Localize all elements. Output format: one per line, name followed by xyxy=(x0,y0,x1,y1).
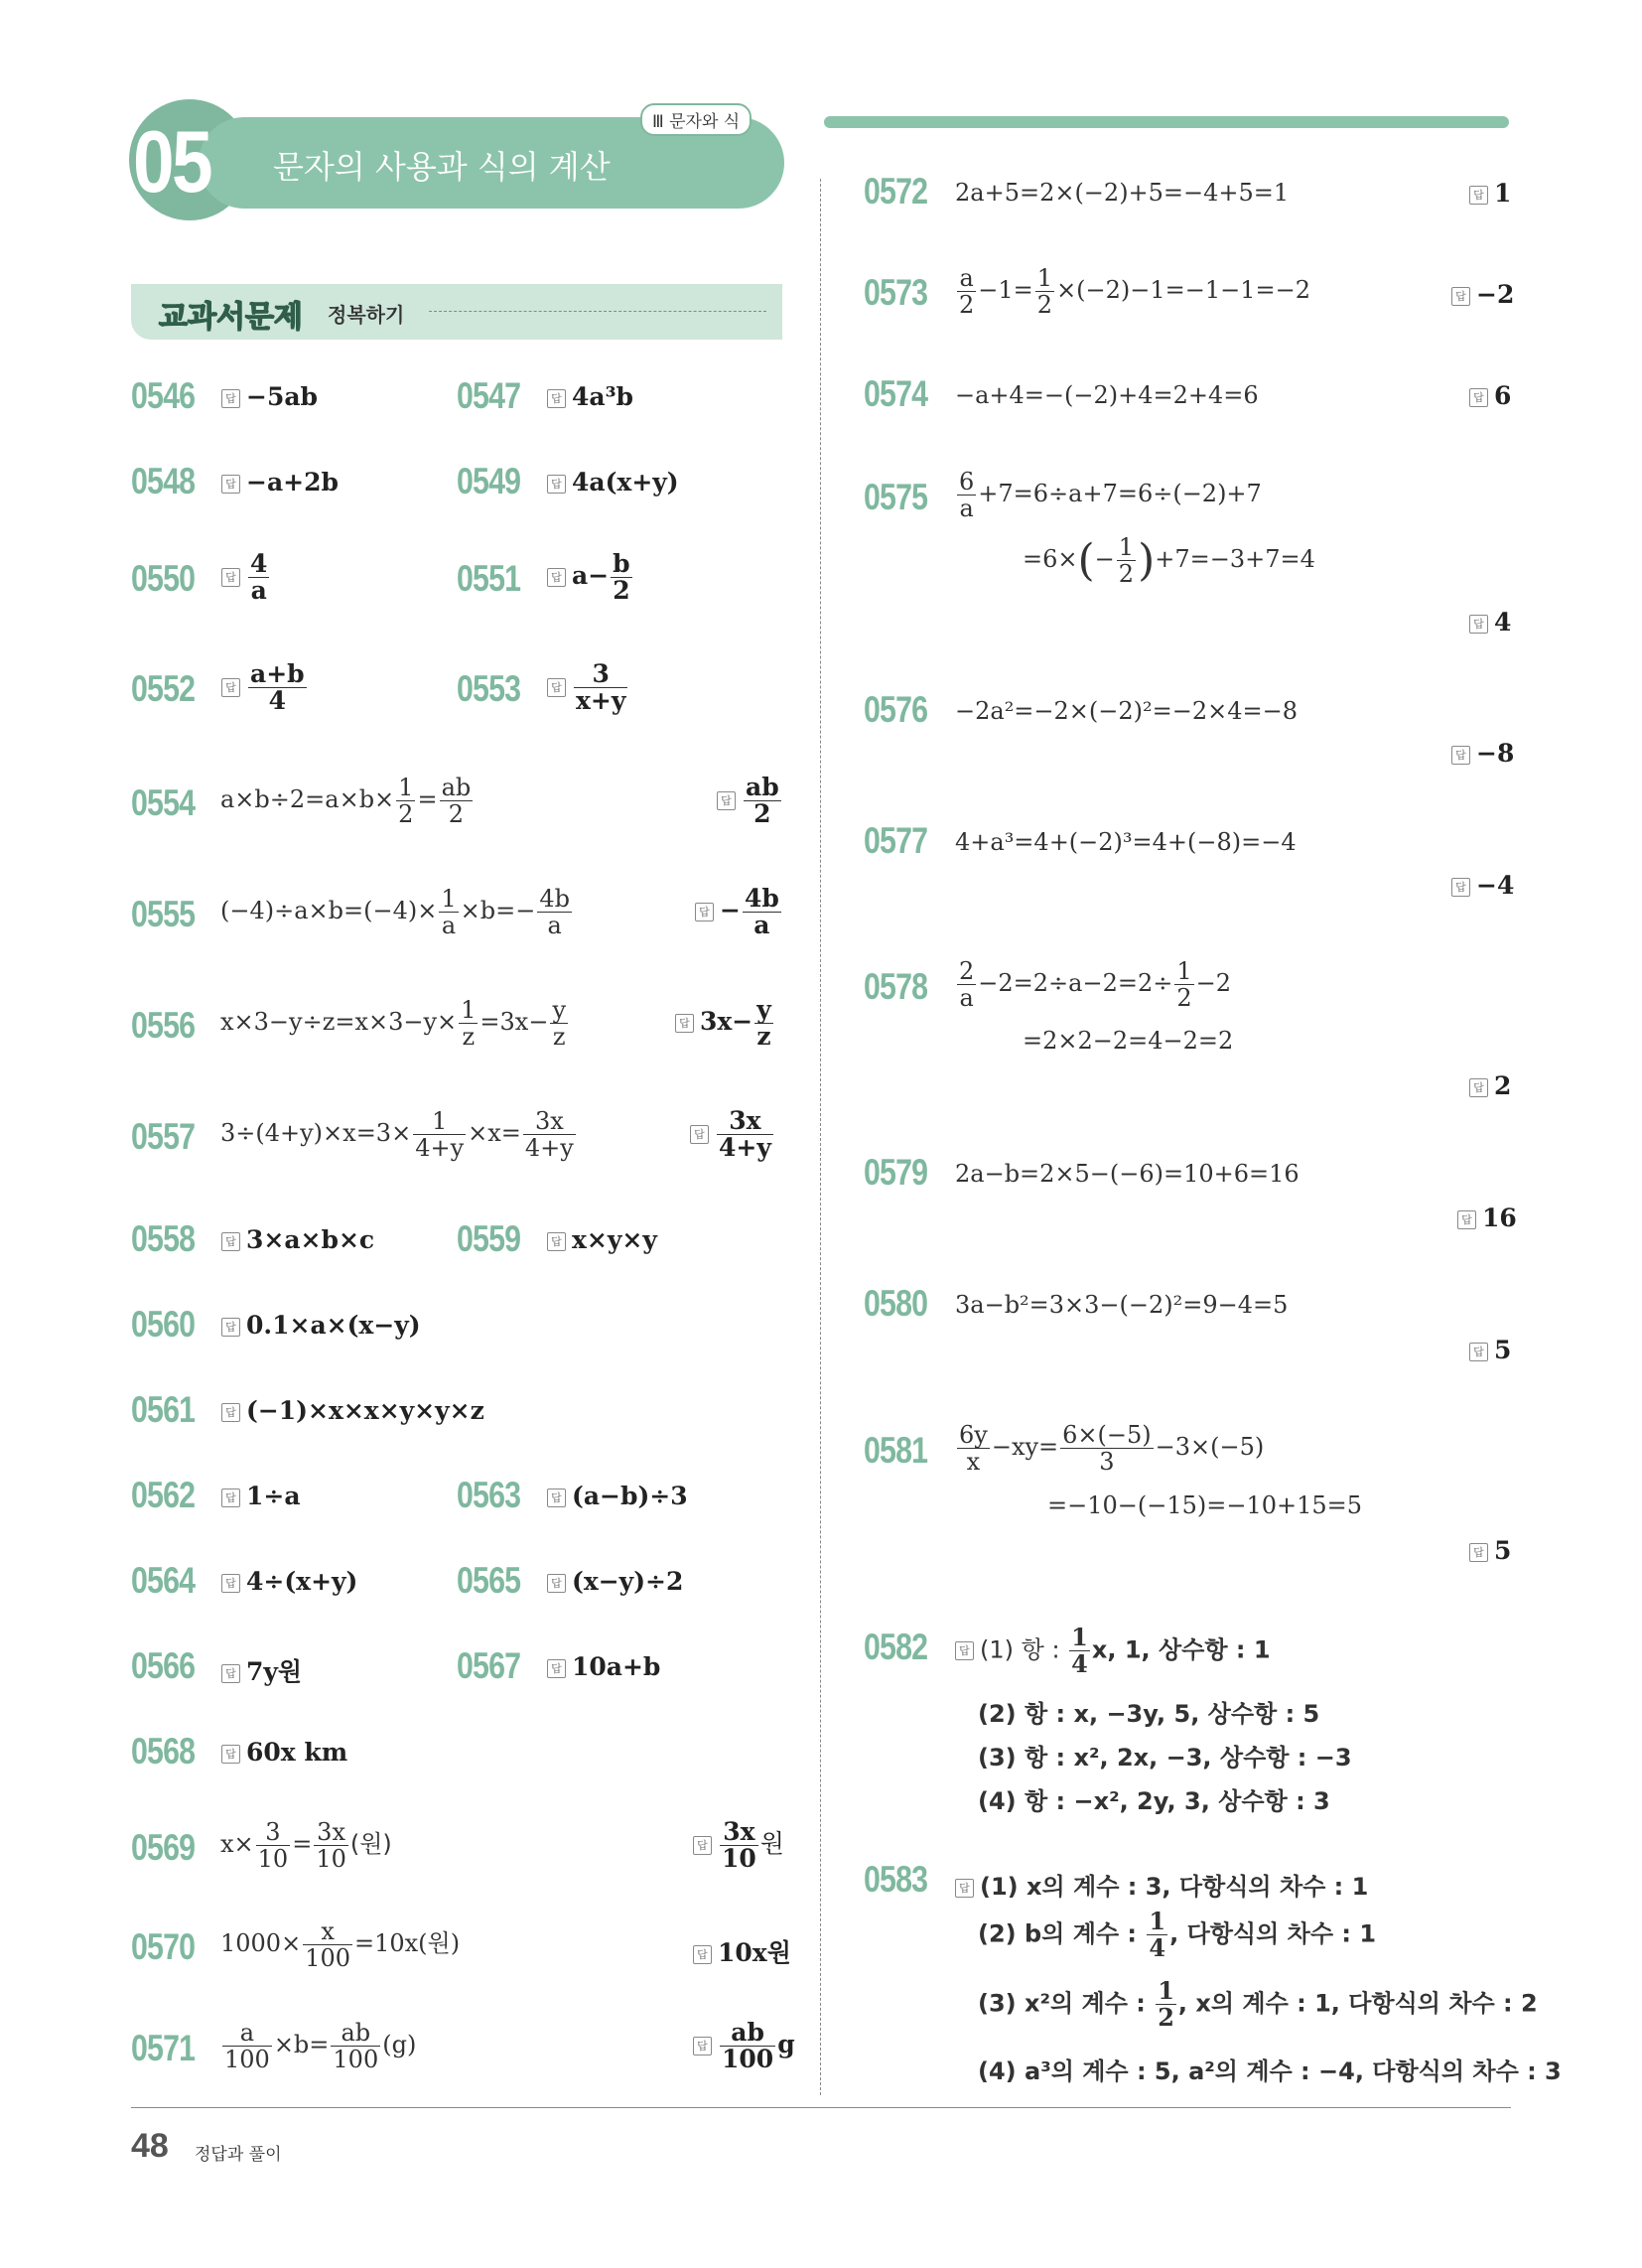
answer-mark-icon: 답 xyxy=(1469,615,1488,634)
answer: 답 0.1×a×(x−y) xyxy=(221,1311,421,1340)
section-title-bold: 교과서문제 xyxy=(159,300,303,335)
problem-number: 0577 xyxy=(864,820,928,861)
answer: 답 3x− $\frac{y}{z}$ xyxy=(675,997,775,1050)
problem-number: 0559 xyxy=(457,1218,521,1259)
problem-number: 0572 xyxy=(864,171,928,212)
answer: 답 $\frac{a+b}{4}$ xyxy=(221,661,309,714)
answer-mark-icon: 답 xyxy=(221,1403,240,1422)
answer-mark-icon: 답 xyxy=(547,1232,566,1251)
problem-number: 0562 xyxy=(131,1475,196,1515)
section-title-rest: 정복하기 xyxy=(328,303,405,327)
answer-mark-icon: 답 xyxy=(221,568,240,587)
answer-mark-icon: 답 xyxy=(547,568,566,587)
answer-mark-icon: 답 xyxy=(1469,1343,1488,1361)
answer: 답 − $\frac{4b}{a}$ xyxy=(695,886,783,938)
answer: 답 a− $\frac{b}{2}$ xyxy=(547,551,634,604)
answer-item: (3) 항 : x², 2x, −3, 상수항 : −3 xyxy=(978,1744,1352,1772)
answer: 답 $\frac{3}{x+y}$ xyxy=(547,661,629,714)
answer-mark-icon: 답 xyxy=(955,1879,974,1898)
problem-number: 0556 xyxy=(131,1005,196,1046)
answer: 답 −5ab xyxy=(221,382,318,411)
answer-mark-icon: 답 xyxy=(221,389,240,408)
problem-number: 0564 xyxy=(131,1560,196,1601)
unit-number: 05 xyxy=(133,112,211,211)
answer-mark-icon: 답 xyxy=(1451,746,1470,765)
solution: 3÷(4+y)×x=3× $\frac{1}{4+y}$ ×x= $\frac{3x}{4+y}$ xyxy=(220,1107,574,1162)
answer-mark-icon: 답 xyxy=(690,1125,709,1144)
answer: 답 −8 xyxy=(1451,739,1514,768)
top-rule-right xyxy=(824,116,1509,128)
answer-item: 답 (1) 항 : $\frac{1}{4}$ x, 1, 상수항 : 1 xyxy=(955,1625,1271,1677)
answer: 답 10a+b xyxy=(547,1652,660,1681)
answer-mark-icon: 답 xyxy=(221,1318,240,1337)
answer-mark-icon: 답 xyxy=(221,475,240,494)
problem-number: 0566 xyxy=(131,1645,196,1686)
answer-mark-icon: 답 xyxy=(547,475,566,494)
answer-mark-icon: 답 xyxy=(695,903,714,921)
solution: 2a−b=2×5−(−6)=10+6=16 xyxy=(955,1160,1300,1188)
answer-mark-icon: 답 xyxy=(1451,878,1470,897)
problem-number: 0552 xyxy=(131,668,196,709)
problem-number: 0569 xyxy=(131,1827,196,1868)
solution: $\frac{a}{100}$ ×b= $\frac{ab}{100}$ (g) xyxy=(224,2019,417,2073)
answer: 답 1÷a xyxy=(221,1482,301,1510)
answer-mark-icon: 답 xyxy=(717,791,736,810)
answer: 답 6 xyxy=(1469,381,1511,410)
solution-line-2: =−10−(−15)=−10+15=5 xyxy=(1047,1491,1363,1519)
answer-mark-icon: 답 xyxy=(1469,186,1488,205)
problem-number: 0561 xyxy=(131,1389,196,1430)
problem-number: 0565 xyxy=(457,1560,521,1601)
answer-mark-icon: 답 xyxy=(693,2037,712,2055)
solution: $\frac{a}{2}$ −1= $\frac{1}{2}$ ×(−2)−1=−1−1=−2 xyxy=(959,264,1311,319)
solution: −2a²=−2×(−2)²=−2×4=−8 xyxy=(955,697,1298,725)
solution: 3a−b²=3×3−(−2)²=9−4=5 xyxy=(955,1291,1289,1319)
problem-number: 0557 xyxy=(131,1116,196,1157)
answer-mark-icon: 답 xyxy=(1469,1078,1488,1097)
answer: 답 7y원 xyxy=(221,1652,302,1688)
answer: 답 −a+2b xyxy=(221,468,339,496)
section-dotted-rule xyxy=(429,311,766,312)
answer-mark-icon: 답 xyxy=(675,1014,694,1033)
section-title xyxy=(159,292,303,336)
answer-mark-icon: 답 xyxy=(1469,388,1488,407)
page-number: 48 xyxy=(131,2127,169,2165)
problem-number: 0553 xyxy=(457,668,521,709)
answer-item: (4) a³의 계수 : 5, a²의 계수 : −4, 다항식의 차수 : 3 xyxy=(978,2057,1562,2085)
problem-number: 0563 xyxy=(457,1475,521,1515)
problem-number: 0573 xyxy=(864,272,928,313)
problem-number: 0580 xyxy=(864,1283,928,1324)
solution: $\frac{6}{a}$ +7=6÷a+7=6÷(−2)+7 xyxy=(959,468,1262,522)
answer-mark-icon: 답 xyxy=(221,1488,240,1507)
answer-mark-icon: 답 xyxy=(547,1488,566,1507)
answer: 답 60x km xyxy=(221,1738,347,1767)
solution: $\frac{2}{a}$ −2=2÷a−2=2÷ $\frac{1}{2}$ −2 xyxy=(959,957,1231,1012)
solution: 4+a³=4+(−2)³=4+(−8)=−4 xyxy=(955,828,1297,856)
answer: 답 $\frac{3x}{10}$ 원 xyxy=(693,1819,784,1872)
problem-number: 0548 xyxy=(131,461,196,501)
answer-item: (2) b의 계수 : $\frac{1}{4}$ , 다항식의 차수 : 1 xyxy=(978,1907,1377,1962)
column-divider xyxy=(820,179,821,2095)
problem-number: 0579 xyxy=(864,1152,928,1193)
answer: 답 $\frac{ab}{100}$ g xyxy=(693,2020,795,2072)
answer-mark-icon: 답 xyxy=(1451,287,1470,306)
problem-number: 0576 xyxy=(864,689,928,730)
problem-number: 0547 xyxy=(457,375,521,416)
chapter-title: 문자의 사용과 식의 계산 xyxy=(273,148,611,186)
problem-number: 0571 xyxy=(131,2028,196,2068)
answer-mark-icon: 답 xyxy=(547,1574,566,1593)
answer-item: (4) 항 : −x², 2y, 3, 상수항 : 3 xyxy=(978,1787,1330,1815)
answer-mark-icon: 답 xyxy=(547,389,566,408)
answer-mark-icon: 답 xyxy=(547,1659,566,1678)
problem-number: 0546 xyxy=(131,375,196,416)
answer: 답 −4 xyxy=(1451,871,1514,900)
answer-mark-icon: 답 xyxy=(955,1641,974,1660)
problem-number: 0568 xyxy=(131,1731,196,1772)
problem-number: 0555 xyxy=(131,894,196,934)
answer: 답 5 xyxy=(1469,1336,1511,1364)
solution: x×3−y÷z=x×3−y× $\frac{1}{z}$ =3x− $\frac{y}{z}$ xyxy=(220,996,567,1051)
answer: 답 4÷(x+y) xyxy=(221,1567,357,1596)
solution: (−4)÷a×b=(−4)× $\frac{1}{a}$ ×b=− $\frac{4b}{a}$ xyxy=(220,885,570,939)
answer-mark-icon: 답 xyxy=(221,678,240,697)
answer: 답 4a(x+y) xyxy=(547,468,679,496)
answer: 답 5 xyxy=(1469,1536,1511,1565)
answer: 답 $\frac{4}{a}$ xyxy=(221,551,271,604)
problem-number: 0570 xyxy=(131,1926,196,1967)
problem-number: 0581 xyxy=(864,1430,928,1471)
problem-number: 0554 xyxy=(131,782,196,823)
problem-number: 0567 xyxy=(457,1645,521,1686)
answer-mark-icon: 답 xyxy=(693,1836,712,1855)
solution-line-2: =6×(− $\frac{1}{2}$ )+7=−3+7=4 xyxy=(1023,533,1315,588)
footer-rule xyxy=(131,2107,1511,2108)
answer: 답 $\frac{3x}{4+y}$ xyxy=(690,1108,775,1161)
solution: x× $\frac{3}{10}$ = $\frac{3x}{10}$ (원) xyxy=(220,1818,392,1873)
answer: 답 −2 xyxy=(1451,280,1514,309)
answer-mark-icon: 답 xyxy=(1457,1210,1476,1229)
answer-mark-icon: 답 xyxy=(547,678,566,697)
solution: 1000× $\frac{x}{100}$ =10x(원) xyxy=(220,1917,461,1972)
answer: 답 4a³b xyxy=(547,382,633,411)
footer-label: 정답과 풀이 xyxy=(195,2145,282,2165)
problem-number: 0550 xyxy=(131,558,196,599)
answer: 답 2 xyxy=(1469,1071,1511,1100)
problem-number: 0560 xyxy=(131,1304,196,1345)
solution: a×b÷2=a×b× $\frac{1}{2}$ = $\frac{ab}{2}$ xyxy=(220,774,472,828)
answer-mark-icon: 답 xyxy=(693,1945,712,1964)
answer: 답 16 xyxy=(1457,1204,1517,1232)
answer-item: (2) 항 : x, −3y, 5, 상수항 : 5 xyxy=(978,1700,1320,1728)
problem-number: 0575 xyxy=(864,477,928,517)
answer: 답 1 xyxy=(1469,179,1511,208)
answer-mark-icon: 답 xyxy=(221,1745,240,1764)
solution: 2a+5=2×(−2)+5=−4+5=1 xyxy=(955,179,1290,207)
solution-line-2: =2×2−2=4−2=2 xyxy=(1023,1027,1234,1055)
problem-number: 0558 xyxy=(131,1218,196,1259)
solution: $\frac{6y}{x}$ −xy= $\frac{6\times(-5)}{3}$ −3×(−5) xyxy=(959,1421,1265,1476)
solution: −a+4=−(−2)+4=2+4=6 xyxy=(955,381,1259,409)
answer-item: (3) x²의 계수 : $\frac{1}{2}$ , x의 계수 : 1, 다항식의 차수 : 2 xyxy=(978,1976,1538,2032)
answer-mark-icon: 답 xyxy=(1469,1543,1488,1562)
answer: 답 $\frac{ab}{2}$ xyxy=(717,775,783,827)
problem-number: 0549 xyxy=(457,461,521,501)
answer: 답 x×y×y xyxy=(547,1225,657,1254)
answer: 답 10x원 xyxy=(693,1933,791,1969)
problem-number: 0582 xyxy=(864,1627,928,1667)
chapter-tag: Ⅲ 문자와 식 xyxy=(640,103,752,136)
problem-number: 0583 xyxy=(864,1859,928,1900)
answer: 답 (x−y)÷2 xyxy=(547,1567,683,1596)
answer-mark-icon: 답 xyxy=(221,1574,240,1593)
answer: 답 3×a×b×c xyxy=(221,1225,374,1254)
answer: 답 (−1)×x×x×y×y×z xyxy=(221,1396,484,1425)
answer-mark-icon: 답 xyxy=(221,1232,240,1251)
problem-number: 0551 xyxy=(457,558,521,599)
problem-number: 0578 xyxy=(864,966,928,1007)
answer-mark-icon: 답 xyxy=(221,1664,240,1683)
problem-number: 0574 xyxy=(864,373,928,414)
answer-item: 답 (1) x의 계수 : 3, 다항식의 차수 : 1 xyxy=(955,1867,1368,1902)
answer: 답 4 xyxy=(1469,608,1511,637)
answer: 답 (a−b)÷3 xyxy=(547,1482,688,1510)
